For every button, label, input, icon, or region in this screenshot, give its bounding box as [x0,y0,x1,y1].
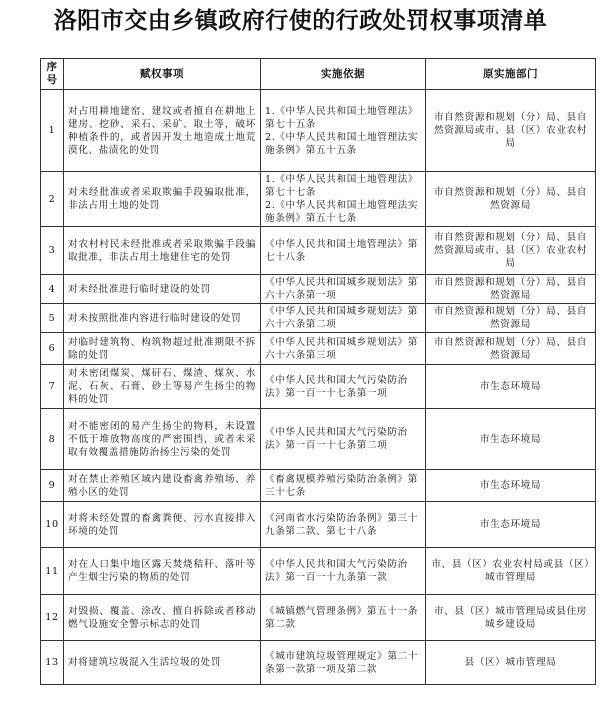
row-original-department: 市生态环境局 [426,470,596,502]
row-delegated-item: 对未经批准或者采取欺骗手段骗取批准，非法占用土地的处罚 [64,172,261,227]
row-original-department: 市自然资源和规划（分）局、县自然资源局或市、县（区）农业农村局 [426,90,596,172]
table-row [41,595,596,641]
row-legal-basis: 《中华人民共和国大气污染防治法》第一百一十九条第一款 [261,548,426,595]
row-original-department: 市自然资源和规划（分）局、县自然资源局 [426,275,596,304]
table-row [41,502,596,548]
row-delegated-item: 对农村村民未经批准或者采取欺骗手段骗取批准，非法占用土地建住宅的处罚 [64,227,261,275]
row-serial-no: 13 [41,641,64,685]
header-delegated-item: 赋权事项 [64,59,261,90]
table-row [41,227,596,275]
row-original-department: 市、县（区）农业农村局或县（区）城市管理局 [426,548,596,595]
row-legal-basis: 1.《中华人民共和国土地管理法》第七十五条 2.《中华人民共和国土地管理法实施条例》第五十五条 [261,90,426,172]
row-legal-basis: 《中华人民共和国城乡规划法》第六十六条第二项 [261,304,426,333]
table-row [41,333,596,365]
row-original-department: 市自然资源和规划（分）局、县自然资源局 [426,333,596,365]
row-legal-basis: 《中华人民共和国城乡规划法》第六十六条第三项 [261,333,426,365]
row-delegated-item: 对毁损、覆盖、涂改、擅自拆除或者移动燃气设施安全警示标志的处罚 [64,595,261,641]
row-original-department: 市自然资源和规划（分）局、县自然资源局 [426,172,596,227]
table-row [41,172,596,227]
penalty-items-table [40,58,596,685]
table-header-row [41,59,596,90]
row-delegated-item: 对未经批准进行临时建设的处罚 [64,275,261,304]
row-legal-basis: 《中华人民共和国大气污染防治法》第一百一十七条第二项 [261,409,426,470]
row-legal-basis: 1.《中华人民共和国土地管理法》第七十七条 2.《中华人民共和国土地管理法实施条例》第五十七条 [261,172,426,227]
row-delegated-item: 对将未经处置的畜禽粪便、污水直接排入环境的处罚 [64,502,261,548]
row-serial-no: 3 [41,227,64,275]
row-serial-no: 6 [41,333,64,365]
table-row [41,470,596,502]
table-row [41,548,596,595]
row-delegated-item: 对未按照批准内容进行临时建设的处罚 [64,304,261,333]
row-serial-no: 7 [41,365,64,409]
row-original-department: 县（区）城市管理局 [426,641,596,685]
header-legal-basis: 实施依据 [261,59,426,90]
row-serial-no: 2 [41,172,64,227]
row-original-department: 市生态环境局 [426,502,596,548]
row-original-department: 市生态环境局 [426,365,596,409]
row-serial-no: 4 [41,275,64,304]
row-delegated-item: 对未密闭煤炭、煤矸石、煤渣、煤灰、水泥、石灰、石膏、砂土等易产生扬尘的物料的处罚 [64,365,261,409]
row-legal-basis: 《中华人民共和国土地管理法》第七十八条 [261,227,426,275]
document-title: 洛阳市交由乡镇政府行使的行政处罚权事项清单 [53,8,548,34]
header-original-department: 原实施部门 [426,59,596,90]
table-row [41,409,596,470]
row-serial-no: 9 [41,470,64,502]
table-row [41,304,596,333]
row-delegated-item: 对占用耕地建窑、建坟或者擅自在耕地上建房、挖砂、采石、采矿、取土等，破坏种植条件的，或者因开发土地造成土地荒漠化、盐渍化的处罚 [64,90,261,172]
header-serial-no: 序号 [41,59,64,90]
row-original-department: 市、县（区）城市管理局或县住房城乡建设局 [426,595,596,641]
row-original-department: 市自然资源和规划（分）局、县自然资源局 [426,304,596,333]
row-serial-no: 11 [41,548,64,595]
row-serial-no: 1 [41,90,64,172]
row-delegated-item: 对将建筑垃圾混入生活垃圾的处罚 [64,641,261,685]
row-legal-basis: 《中华人民共和国大气污染防治法》第一百一十七条第一项 [261,365,426,409]
row-serial-no: 5 [41,304,64,333]
table-row [41,365,596,409]
row-legal-basis: 《城镇燃气管理条例》第五十一条第二款 [261,595,426,641]
table-row [41,275,596,304]
row-legal-basis: 《中华人民共和国城乡规划法》第六十六条第一项 [261,275,426,304]
row-legal-basis: 《畜禽规模养殖污染防治条例》第三十七条 [261,470,426,502]
table-row [41,90,596,172]
row-delegated-item: 对临时建筑物、构筑物超过批准期限不拆除的处罚 [64,333,261,365]
row-serial-no: 12 [41,595,64,641]
row-original-department: 市生态环境局 [426,409,596,470]
row-original-department: 市自然资源和规划（分）局、县自然资源局或市、县（区）农业农村局 [426,227,596,275]
table-row [41,641,596,685]
row-legal-basis: 《城市建筑垃圾管理规定》第二十条第一款第一项及第二款 [261,641,426,685]
row-delegated-item: 对在人口集中地区露天焚烧秸秆、落叶等产生烟尘污染的物质的处罚 [64,548,261,595]
row-serial-no: 8 [41,409,64,470]
row-delegated-item: 对在禁止养殖区域内建设畜禽养殖场、养殖小区的处罚 [64,470,261,502]
row-delegated-item: 对不能密闭的易产生扬尘的物料，未设置不低于堆放物高度的严密围挡，或者未采取有效覆盖措施防治扬尘污染的处罚 [64,409,261,470]
row-legal-basis: 《河南省水污染防治条例》第三十九条第二款、第七十八条 [261,502,426,548]
row-serial-no: 10 [41,502,64,548]
